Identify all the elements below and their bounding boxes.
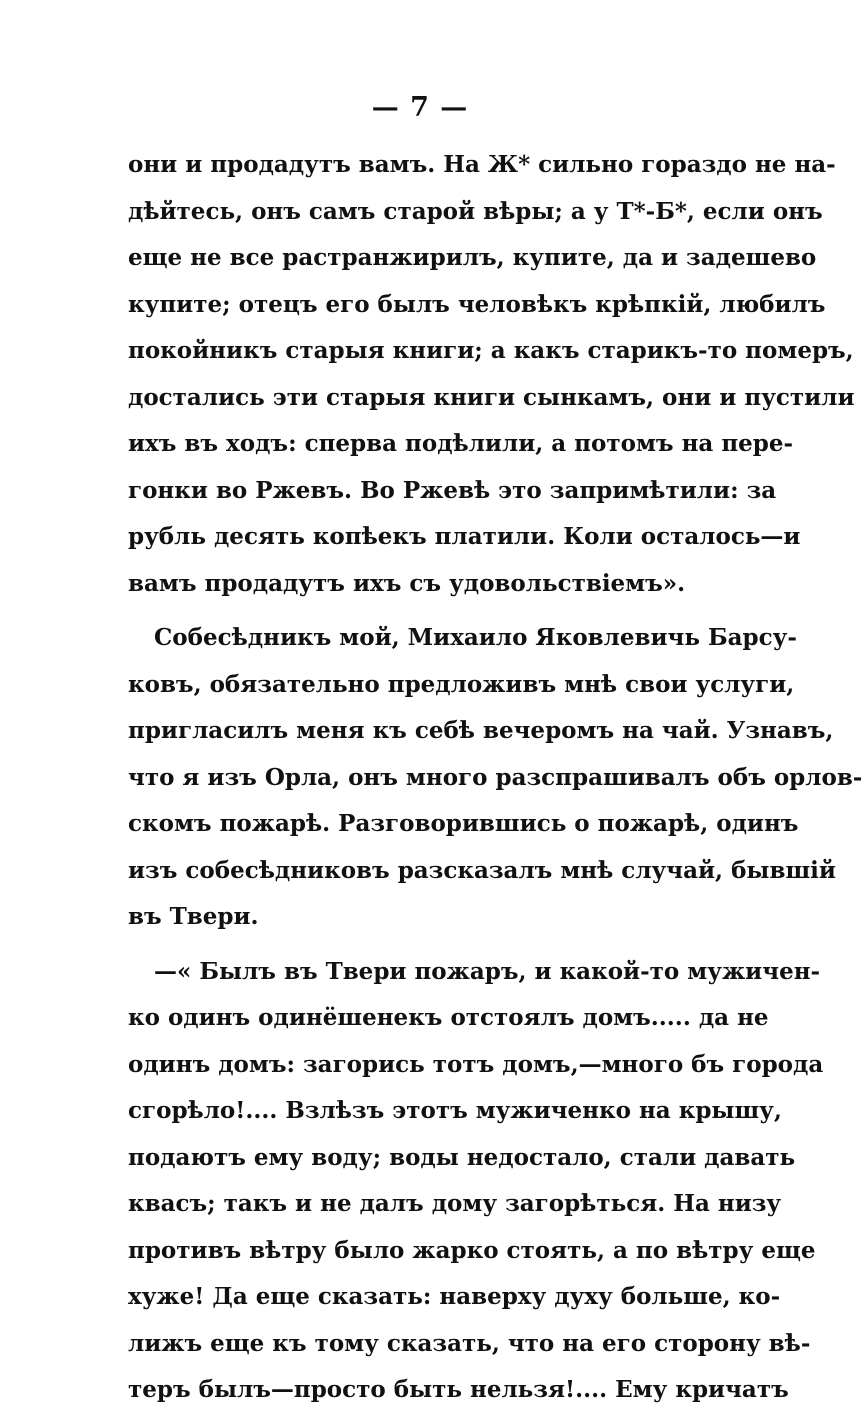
text-line: покойникъ старыя книги; а какъ старикъ-то померъ, [128,337,854,364]
text-line: гонки во Ржевъ. Во Ржевѣ это запримѣтили: за [128,476,777,504]
text-line: въ Твери. [128,903,259,930]
text-line: квасъ; такъ и не далъ дому загорѣться. На низу [128,1190,782,1217]
text-line: теръ былъ—просто быть нельзя!.... Ему кричатъ [128,1376,789,1403]
text-line: сгорѣло!.... Взлѣзъ этотъ мужиченко на крышу, [128,1097,782,1124]
text-line: достались эти старыя книги сынкамъ, они и пустили [128,383,855,411]
paragraph-gap [128,607,688,615]
text-line: скомъ пожарѣ. Разговорившись о пожарѣ, одинъ [128,810,799,837]
paragraph-3 [128,949,824,1414]
paragraph-2 [128,615,862,941]
text-line: ко одинъ одинёшенекъ отстоялъ домъ..... да не [128,1004,769,1031]
text-line: противъ вѣтру было жарко стоять, а по вѣтру еще [128,1236,816,1264]
text-line: подаютъ ему воду; воды недостало, стали давать [128,1143,796,1171]
paragraph-gap [128,941,688,949]
text-line: вамъ продадутъ ихъ съ удовольствіемъ». [128,569,686,597]
text-line: хуже! Да еще сказать: наверху духу больше, ко- [128,1283,781,1310]
text-line: дѣйтесь, онъ самъ старой вѣры; а у Т*-Б*, если онъ [128,197,823,225]
text-line: пригласилъ меня къ себѣ вечеромъ на чай. Узнавъ, [128,717,834,744]
text-line: лижъ еще къ тому сказать, что на его сторону вѣ- [128,1329,811,1357]
text-line: одинъ домъ: загорись тотъ домъ,—много бъ города [128,1050,824,1078]
text-line: —« Былъ въ Твери пожаръ, и какой-то мужичен- [154,957,821,985]
page-text [128,142,862,1414]
text-line: они и продадутъ вамъ. На Ж* сильно гораздо не на- [128,151,836,178]
text-line: ихъ въ ходъ: сперва подѣлили, а потомъ на пере- [128,430,794,457]
text-line: Собесѣдникъ мой, Михаило Яковлевичь Барсу- [154,624,797,651]
text-line: изъ собесѣдниковъ разсказалъ мнѣ случай, бывшій [128,856,836,884]
text-line: что я изъ Орла, онъ много разспрашивалъ объ орлов- [128,763,862,791]
text-line: ковъ, обязательно предложивъ мнѣ свои услуги, [128,670,795,698]
page-number: — 7 — [371,92,469,123]
text-line: еще не все растранжирилъ, купите, да и задешево [128,244,817,271]
text-line: купите; отецъ его былъ человѣкъ крѣпкій, любилъ [128,290,826,318]
text-line: рубль десять копѣекъ платили. Коли осталось—и [128,523,801,550]
paragraph-1 [128,142,855,607]
